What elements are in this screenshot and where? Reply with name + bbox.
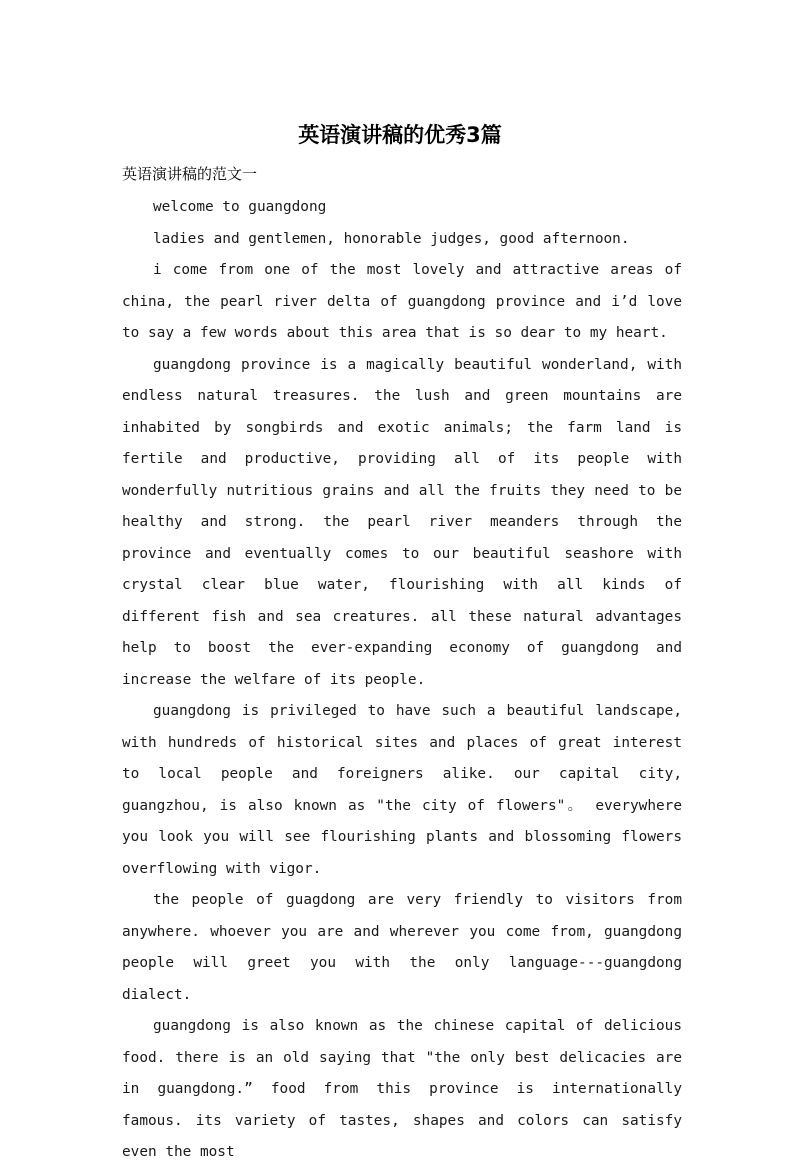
document-title: 英语演讲稿的优秀3篇 xyxy=(298,123,502,147)
paragraph-introduction: i come from one of the most lovely and attractive areas of china, the pearl river delta of guangdong province and i’d love to say a few words about this area that is so dear to my heart. xyxy=(122,262,682,341)
section-heading: 英语演讲稿的范文一 xyxy=(122,165,258,183)
paragraph-natural-treasures: guangdong province is a magically beautiful wonderland, with endless natural treasures. the lush and green mountains are inhabited by songbirds and exotic animals; the farm land is fertile and productive, providing all of its people with wonderfully nutritious grains and all the fruits they need to be healthy and strong. the pearl river meanders through the province and eventually comes to our beautiful seashore with crystal clear blue water, flourishing with all kinds of different fish and sea creatures. all these natural advantages help to boost the ever-expanding economy of guangdong and increase the welfare of its people. xyxy=(122,356,682,688)
paragraph-landscape: guangdong is privileged to have such a beautiful landscape, with hundreds of historical sites and places of great interest to local people and foreigners alike. our capital city, guangzhou, is also known as "the city of flowers"。 everywhere you look you will see flourishing plants and blossoming flowers overflowing with vigor. xyxy=(122,703,682,877)
document-body xyxy=(122,192,682,1169)
paragraph-people: the people of guagdong are very friendly to visitors from anywhere. whoever you are and wherever you come from, guangdong people will greet you with the only language---guangdong dialect. xyxy=(122,892,682,1003)
paragraph-food: guangdong is also known as the chinese capital of delicious food. there is an old saying that "the only best delicacies are in guangdong.” food from this province is internationally famous. its variety of tastes, shapes and colors can satisfy even the most xyxy=(122,1018,682,1160)
paragraph-greeting-title: welcome to guangdong xyxy=(153,199,327,215)
paragraph-salutation: ladies and gentlemen, honorable judges, good afternoon. xyxy=(153,230,630,247)
